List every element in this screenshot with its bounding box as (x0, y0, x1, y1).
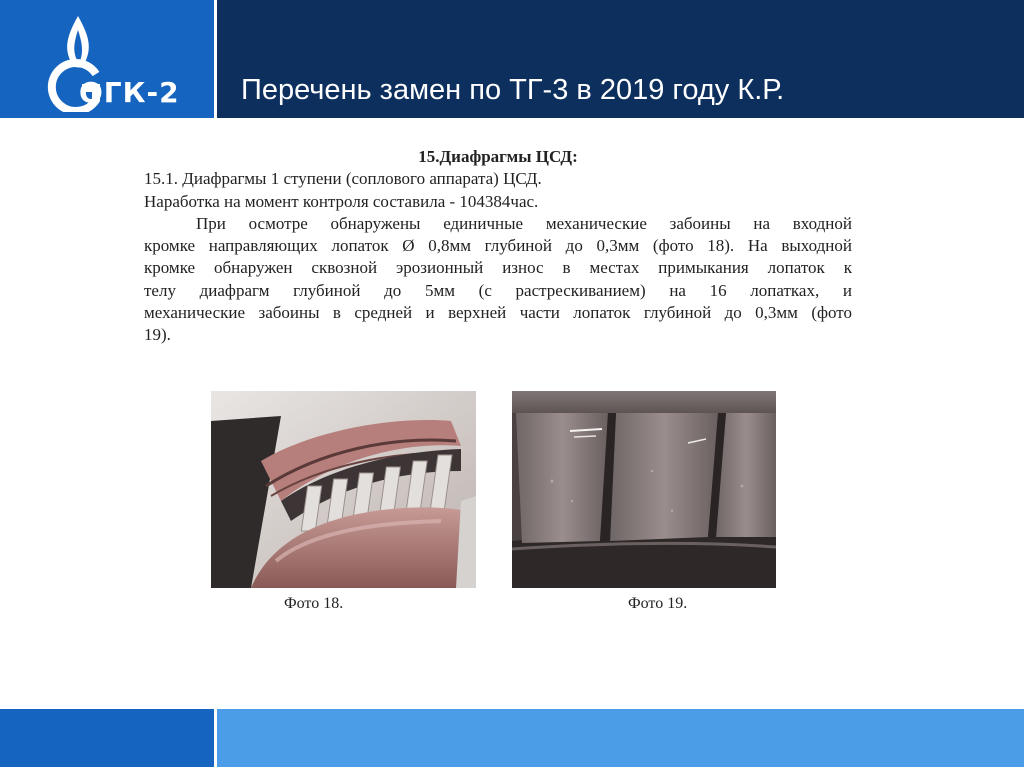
page-title: Перечень замен по ТГ-3 в 2019 году К.Р. (241, 74, 785, 106)
photo-19 (512, 391, 776, 588)
paragraph-line: кромке направляющих лопаток Ø 0,8мм глубиной до 0,3мм (фото 18). На выходной (144, 236, 852, 256)
paragraph-line: 19). (144, 325, 171, 345)
paragraph-line: При осмотре обнаружены единичные механические забоины на входной (196, 213, 852, 233)
paragraph-line: телу диафрагм глубиной до 5мм (с растрескиванием) на 16 лопатках, и (144, 280, 852, 300)
header-underline (0, 118, 1024, 121)
logo-panel (0, 0, 214, 118)
section-heading: 15.Диафрагмы ЦСД: (418, 147, 578, 166)
paragraph-line: кромке обнаружен сквозной эрозионный износ в местах примыкания лопаток к (144, 258, 852, 278)
document-excerpt (144, 146, 852, 347)
footer-right-panel (217, 709, 1024, 767)
operating-time: Наработка на момент контроля составила - 104384час. (144, 191, 539, 211)
footer-left-panel (0, 709, 214, 767)
paragraph-line: механические забоины в средней и верхней части лопаток глубиной до 0,3мм (фото (144, 303, 852, 323)
logo-text: ОГК-2 (79, 76, 180, 109)
photo-18 (211, 391, 476, 588)
photo-19-caption: Фото 19. (628, 595, 688, 612)
photo-18-caption: Фото 18. (284, 595, 344, 612)
section-item: 15.1. Диафрагмы 1 ступени (соплового аппарата) ЦСД. (144, 169, 542, 189)
